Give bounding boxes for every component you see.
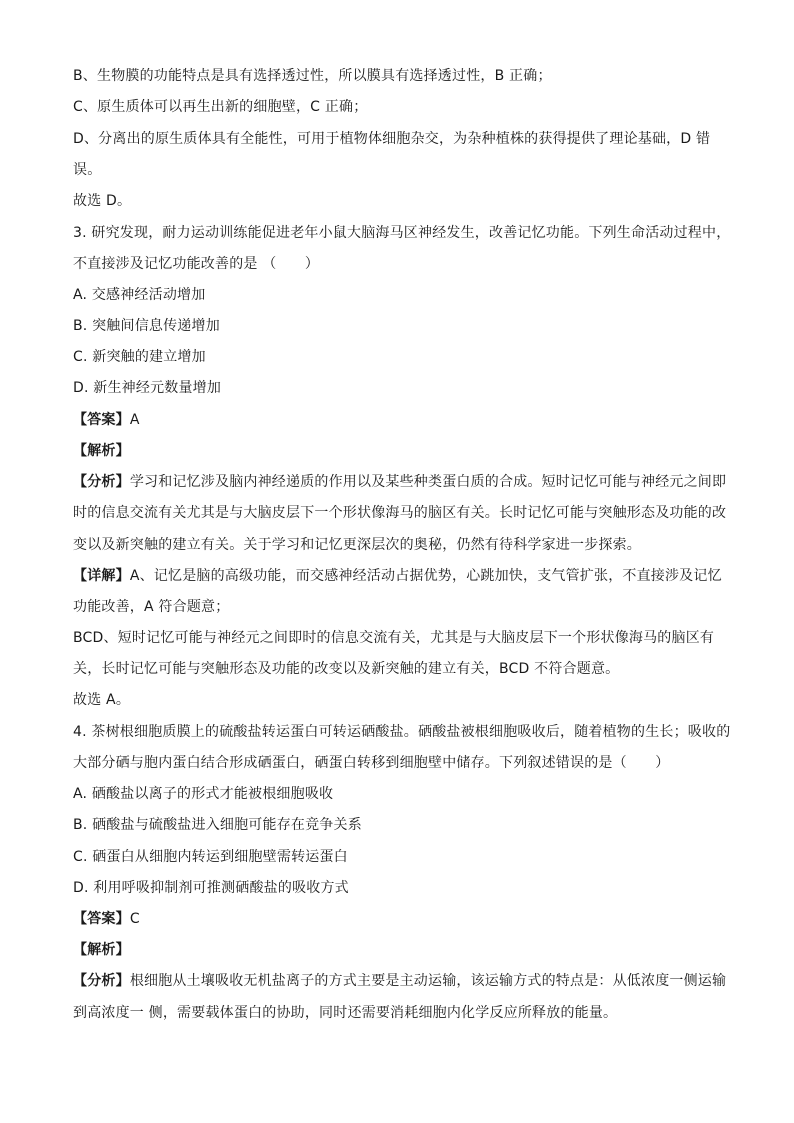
line-text: 功能改善，A 符合题意； (73, 599, 230, 615)
section-tag: 【答案】 (73, 911, 130, 927)
section-tag: 【解析】 (73, 942, 130, 958)
text-line (73, 690, 733, 710)
line-text: 到高浓度一 侧，需要载体蛋白的协助，同时还需要消耗细胞内化学反应所释放的能量。 (73, 1005, 618, 1021)
section-tag: 【解析】 (73, 443, 130, 459)
text-line (73, 223, 733, 243)
line-text: A. 硒酸盐以离子的形式才能被根细胞吸收 (73, 786, 334, 802)
line-text: 大部分硒与胞内蛋白结合形成硒蛋白，硒蛋白转移到细胞壁中储存。下列叙述错误的是（ ） (73, 755, 670, 771)
text-line (73, 909, 733, 929)
text-line (73, 940, 733, 960)
line-text: 故选 D。 (73, 193, 132, 209)
text-line (73, 1003, 733, 1023)
line-text: B. 突触间信息传递增加 (73, 318, 220, 334)
line-text: 3. 研究发现，耐力运动训练能促进老年小鼠大脑海马区神经发生，改善记忆功能。下列生命活动过程中， (73, 225, 731, 241)
text-line (73, 472, 733, 492)
text-line (73, 160, 733, 180)
line-text: 故选 A。 (73, 692, 131, 708)
line-text: 4. 茶树根细胞质膜上的硫酸盐转运蛋白可转运硒酸盐。硒酸盐被根细胞吸收后，随着植物的生长；吸收的 (73, 724, 731, 740)
text-line (73, 878, 733, 898)
line-text: 时的信息交流有关尤其是与大脑皮层下一个形状像海马的脑区有关。长时记忆可能与突触形态及功能的改 (73, 505, 727, 521)
line-text: 误。 (73, 162, 102, 178)
line-text: B、生物膜的功能特点是具有选择透过性，所以膜具有选择透过性，B 正确； (73, 68, 552, 84)
line-text: C、原生质体可以再生出新的细胞壁，C 正确； (73, 99, 368, 115)
line-text: D. 利用呼吸抑制剂可推测硒酸盐的吸收方式 (73, 880, 349, 896)
text-line (73, 753, 733, 773)
section-tag: 【答案】 (73, 412, 130, 428)
text-line (73, 378, 733, 398)
text-line (73, 66, 733, 86)
text-line (73, 847, 733, 867)
line-text: B. 硒酸盐与硫酸盐进入细胞可能存在竞争关系 (73, 817, 362, 833)
section-tag: 【详解】 (73, 568, 130, 584)
line-text: 学习和记忆涉及脑内神经递质的作用以及某些种类蛋白质的合成。短时记忆可能与神经元之间即 (129, 474, 727, 490)
text-line (73, 129, 733, 149)
line-text: D. 新生神经元数量增加 (73, 380, 222, 396)
text-line (73, 285, 733, 305)
line-text: C. 硒蛋白从细胞内转运到细胞壁需转运蛋白 (73, 849, 348, 865)
line-text: 关，长时记忆可能与突触形态及功能的改变以及新突触的建立有关，BCD 不符合题意。 (73, 661, 620, 677)
line-text: BCD、短时记忆可能与神经元之间即时的信息交流有关，尤其是与大脑皮层下一个形状像海马的脑区有 (73, 630, 715, 646)
text-line (73, 347, 733, 367)
text-line (73, 191, 733, 211)
text-line (73, 410, 733, 430)
text-line (73, 566, 733, 586)
line-text: C. 新突触的建立增加 (73, 349, 206, 365)
line-text: C (129, 911, 140, 927)
line-text: A (129, 412, 140, 428)
text-line (73, 815, 733, 835)
text-line (73, 659, 733, 679)
text-line (73, 503, 733, 523)
line-text: 不直接涉及记忆功能改善的是 （ ） (73, 256, 320, 272)
text-line (73, 628, 733, 648)
text-line (73, 722, 733, 742)
line-text: A. 交感神经活动增加 (73, 287, 206, 303)
text-line (73, 97, 733, 117)
text-line (73, 316, 733, 336)
text-line (73, 535, 733, 555)
text-line (73, 441, 733, 461)
line-text: A、记忆是脑的高级功能，而交感神经活动占据优势，心跳加快，支气管扩张，不直接涉及记忆 (129, 568, 722, 584)
section-tag: 【分析】 (73, 474, 130, 490)
line-text: 变以及新突触的建立有关。关于学习和记忆更深层次的奥秘，仍然有待科学家进一步探索。 (73, 537, 641, 553)
section-tag: 【分析】 (73, 973, 130, 989)
text-line (73, 597, 733, 617)
text-line (73, 254, 733, 274)
text-line (73, 971, 733, 991)
line-text: 根细胞从土壤吸收无机盐离子的方式主要是主动运输，该运输方式的特点是：从低浓度一侧运输 (129, 973, 727, 989)
line-text: D、分离出的原生质体具有全能性，可用于植物体细胞杂交，为杂种植株的获得提供了理论基础，D 错 (73, 131, 711, 147)
text-line (73, 784, 733, 804)
